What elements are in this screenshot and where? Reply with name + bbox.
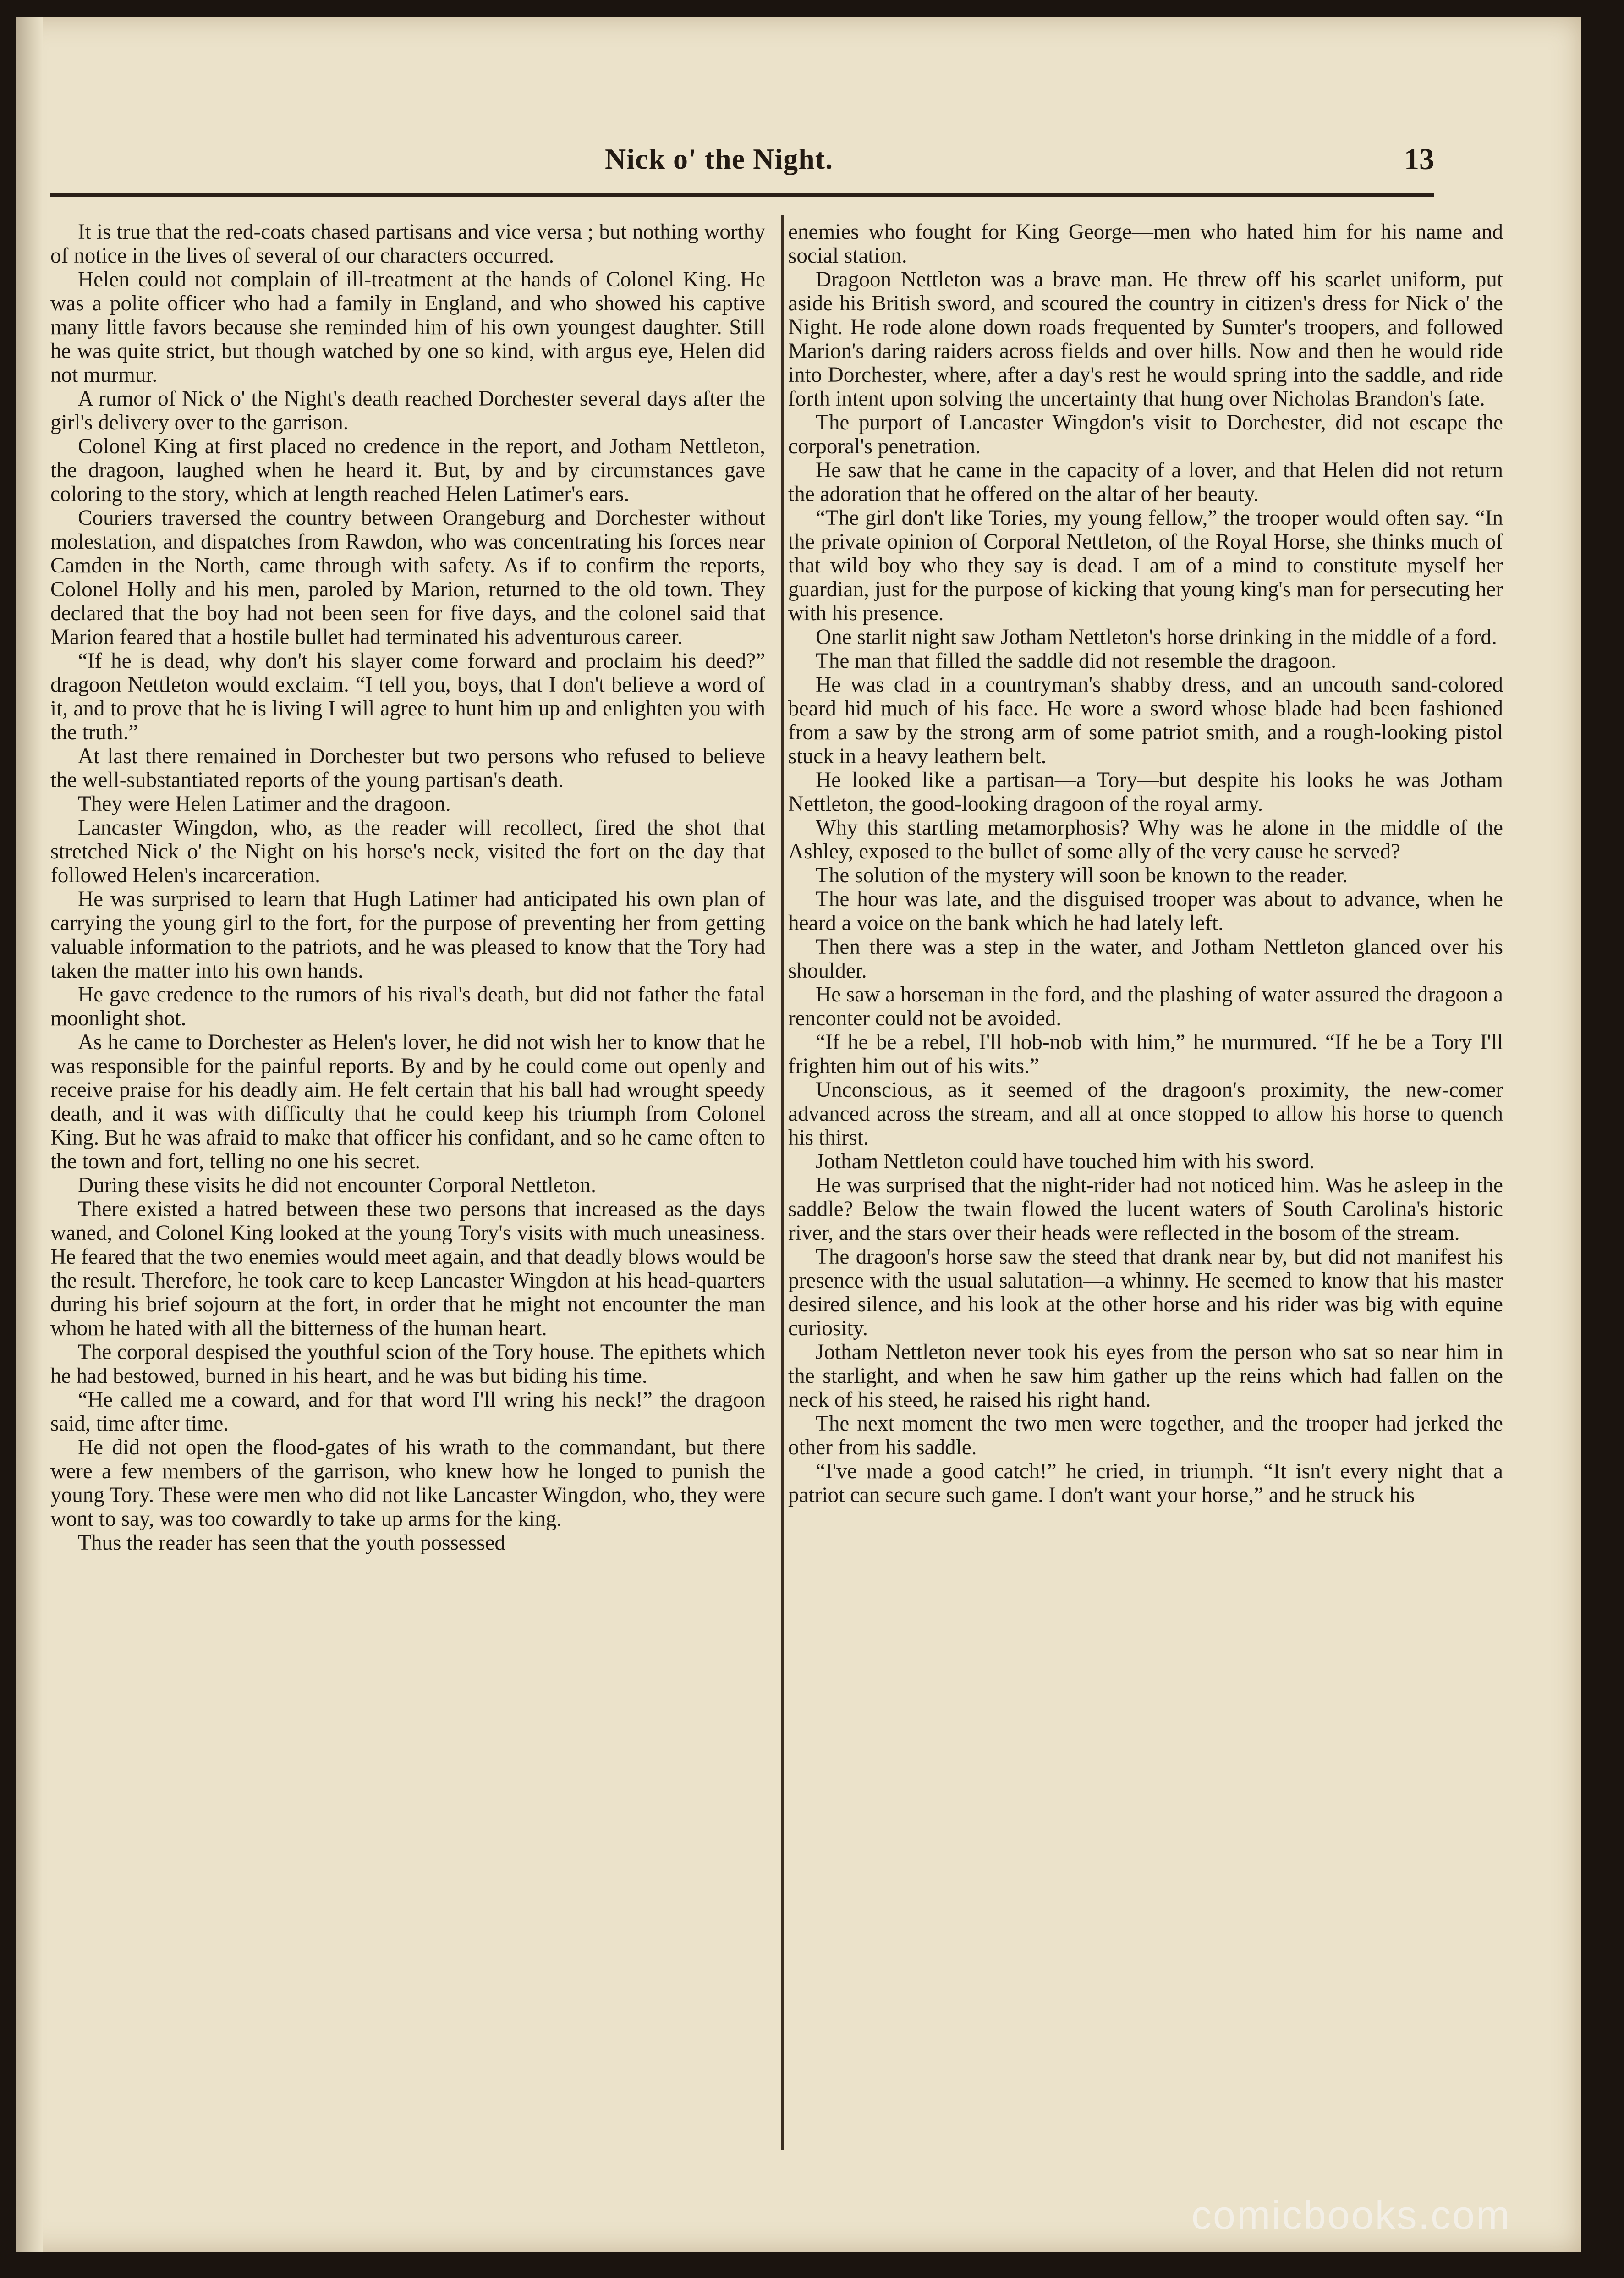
paragraph: The solution of the mystery will soon be known to the reader. <box>816 864 1348 887</box>
paragraph: The man that filled the saddle did not resemble the dragoon. <box>816 649 1337 673</box>
left-column <box>50 220 765 2163</box>
header-rule <box>50 193 1434 197</box>
paragraph: Dragoon Nettleton was a brave man. He threw off his scarlet uniform, put aside his British sword, and scoured the country in citizen's dress for Nick o' the Night. He rode alone down roads frequented by Sumter's troopers, and followed Marion's daring raiders across fields and over hills. Now and then he would ride into Dorchester, where, after a day's rest he would spring into the saddle, and ride forth intent upon solving the uncertainty that hung over Nicholas Brandon's fate. <box>788 268 1503 411</box>
paragraph-continued: enemies who fought for King George—men who hated him for his name and social station. <box>788 220 1503 268</box>
paragraph: The dragoon's horse saw the steed that drank near by, but did not manifest his presence with the usual salutation—a whinny. He seemed to know that his master desired silence, and his look at the other horse and his rider was big with equine curiosity. <box>788 1245 1503 1340</box>
paragraph: It is true that the red-coats chased partisans and vice versa ; but nothing worthy of notice in the lives of several of our characters occurred. <box>50 220 765 268</box>
running-title: Nick o' the Night. <box>605 143 833 175</box>
page-spine <box>16 17 43 2252</box>
paragraph: Jotham Nettleton never took his eyes from the person who sat so near him in the starlight, and when he saw him gather up the reins which had fallen on the neck of his steed, he raised his right hand. <box>788 1340 1503 1412</box>
paragraph: He gave credence to the rumors of his rival's death, but did not father the fatal moonlight shot. <box>50 983 765 1030</box>
paragraph: During these visits he did not encounter Corporal Nettleton. <box>78 1173 596 1197</box>
paragraph: “The girl don't like Tories, my young fellow,” the trooper would often say. “In the private opinion of Corporal Nettleton, of the Royal Horse, she thinks much of that wild boy who they say is dead. I am of a mind to constitute myself her guardian, just for the purpose of kicking that young king's man for persecuting her with his presence. <box>788 506 1503 625</box>
paragraph: Jotham Nettleton could have touched him with his sword. <box>816 1150 1315 1173</box>
column-divider <box>781 215 784 2150</box>
paragraph: He was surprised to learn that Hugh Latimer had anticipated his own plan of carrying the young girl to the fort, for the purpose of preventing her from getting valuable information to the patriots, and he was pleased to know that the Tory had taken the matter into his own hands. <box>50 887 765 983</box>
paragraph: “If he is dead, why don't his slayer come forward and proclaim his deed?” dragoon Nettleton would exclaim. “I tell you, boys, that I don't believe a word of it, and to prove that he is living I will agree to hunt him up and enlighten you with the truth.” <box>50 649 765 744</box>
paragraph: The purport of Lancaster Wingdon's visit to Dorchester, did not escape the corporal's penetration. <box>788 411 1503 458</box>
paragraph: “He called me a coward, and for that word I'll wring his neck!” the dragoon said, time after time. <box>50 1388 765 1436</box>
paragraph: The hour was late, and the disguised trooper was about to advance, when he heard a voice on the bank which he had lately left. <box>788 887 1503 935</box>
paragraph: The corporal despised the youthful scion of the Tory house. The epithets which he had bestowed, burned in his heart, and he was but biding his time. <box>50 1340 765 1388</box>
paragraph: As he came to Dorchester as Helen's lover, he did not wish her to know that he was responsible for the painful reports. By and by he could come out openly and receive praise for his deadly aim. He felt certain that his ball had wrought speedy death, and it was with difficulty that he could keep his triumph from Colonel King. But he was afraid to make that officer his confidant, and so he came often to the town and fort, telling no one his secret. <box>50 1030 765 1173</box>
paragraph: Then there was a step in the water, and Jotham Nettleton glanced over his shoulder. <box>788 935 1503 983</box>
paragraph: He was surprised that the night-rider had not noticed him. Was he asleep in the saddle? Below the twain flowed the lucent waters of South Carolina's historic river, and the stars over their heads were reflected in the bosom of the stream. <box>788 1173 1503 1245</box>
paragraph: They were Helen Latimer and the dragoon. <box>78 792 451 816</box>
paragraph: “I've made a good catch!” he cried, in triumph. “It isn't every night that a patriot can secure such game. I don't want your horse,” and he struck his <box>788 1459 1503 1507</box>
paragraph: The next moment the two men were together, and the trooper had jerked the other from his saddle. <box>788 1412 1503 1459</box>
paragraph: He saw that he came in the capacity of a lover, and that Helen did not return the adoration that he offered on the altar of her beauty. <box>788 458 1503 506</box>
paragraph: Why this startling metamorphosis? Why was he alone in the middle of the Ashley, exposed to the bullet of some ally of the very cause he served? <box>788 816 1503 864</box>
paragraph: There existed a hatred between these two persons that increased as the days waned, and Colonel King looked at the young Tory's visits with much uneasiness. He feared that the two enemies would meet again, and that deadly blows would be the result. Therefore, he took care to keep Lancaster Wingdon at his head-quarters during his brief sojourn at the fort, in order that he might not encounter the man whom he hated with all the bitterness of the human heart. <box>50 1197 765 1340</box>
paragraph: Thus the reader has seen that the youth possessed <box>78 1531 506 1555</box>
paragraph: “If he be a rebel, I'll hob-nob with him,” he murmured. “If he be a Tory I'll frighten him out of his wits.” <box>788 1030 1503 1078</box>
paragraph: Lancaster Wingdon, who, as the reader will recollect, fired the shot that stretched Nick o' the Night on his horse's neck, visited the fort on the day that followed Helen's incarceration. <box>50 816 765 887</box>
paragraph: Helen could not complain of ill-treatment at the hands of Colonel King. He was a polite officer who had a family in England, and who showed his captive many little favors because she reminded him of his own youngest daughter. Still he was quite strict, but though watched by one so kind, with argus eye, Helen did not murmur. <box>50 268 765 387</box>
page-number: 13 <box>1404 143 1434 176</box>
paragraph: One starlit night saw Jotham Nettleton's horse drinking in the middle of a ford. <box>816 625 1497 649</box>
page-header <box>50 138 1434 183</box>
paragraph: He was clad in a countryman's shabby dress, and an uncouth sand-colored beard hid much of his face. He wore a sword whose blade had been fashioned from a saw by the strong arm of some patriot smith, and a rough-looking pistol stuck in a heavy leathern belt. <box>788 673 1503 768</box>
paragraph: He did not open the flood-gates of his wrath to the commandant, but there were a few members of the garrison, who knew how he longed to punish the young Tory. These were men who did not like Lancaster Wingdon, who, they were wont to say, was too cowardly to take up arms for the king. <box>50 1436 765 1531</box>
paragraph: At last there remained in Dorchester but two persons who refused to believe the well-substantiated reports of the young partisan's death. <box>50 744 765 792</box>
paragraph: He saw a horseman in the ford, and the plashing of water assured the dragoon a renconter could not be avoided. <box>788 983 1503 1030</box>
paragraph: Unconscious, as it seemed of the dragoon's proximity, the new-comer advanced across the stream, and all at once stopped to allow his horse to quench his thirst. <box>788 1078 1503 1150</box>
paragraph: Colonel King at first placed no credence in the report, and Jotham Nettleton, the dragoon, laughed when he heard it. But, by and by circumstances gave coloring to the story, which at length reached Helen Latimer's ears. <box>50 435 765 506</box>
paragraph: He looked like a partisan—a Tory—but despite his looks he was Jotham Nettleton, the good-looking dragoon of the royal army. <box>788 768 1503 816</box>
watermark-text: comicbooks.com <box>1191 2192 1511 2238</box>
paragraph: Couriers traversed the country between Orangeburg and Dorchester without molestation, and dispatches from Rawdon, who was concentrating his forces near Camden in the North, came through with safety. As if to confirm the reports, Colonel Holly and his men, paroled by Marion, returned to the old town. They declared that the boy had not been seen for five days, and the colonel said that Marion feared that a hostile bullet had terminated his adventurous career. <box>50 506 765 649</box>
paragraph: A rumor of Nick o' the Night's death reached Dorchester several days after the girl's delivery over to the garrison. <box>50 387 765 435</box>
right-column <box>788 220 1503 2163</box>
